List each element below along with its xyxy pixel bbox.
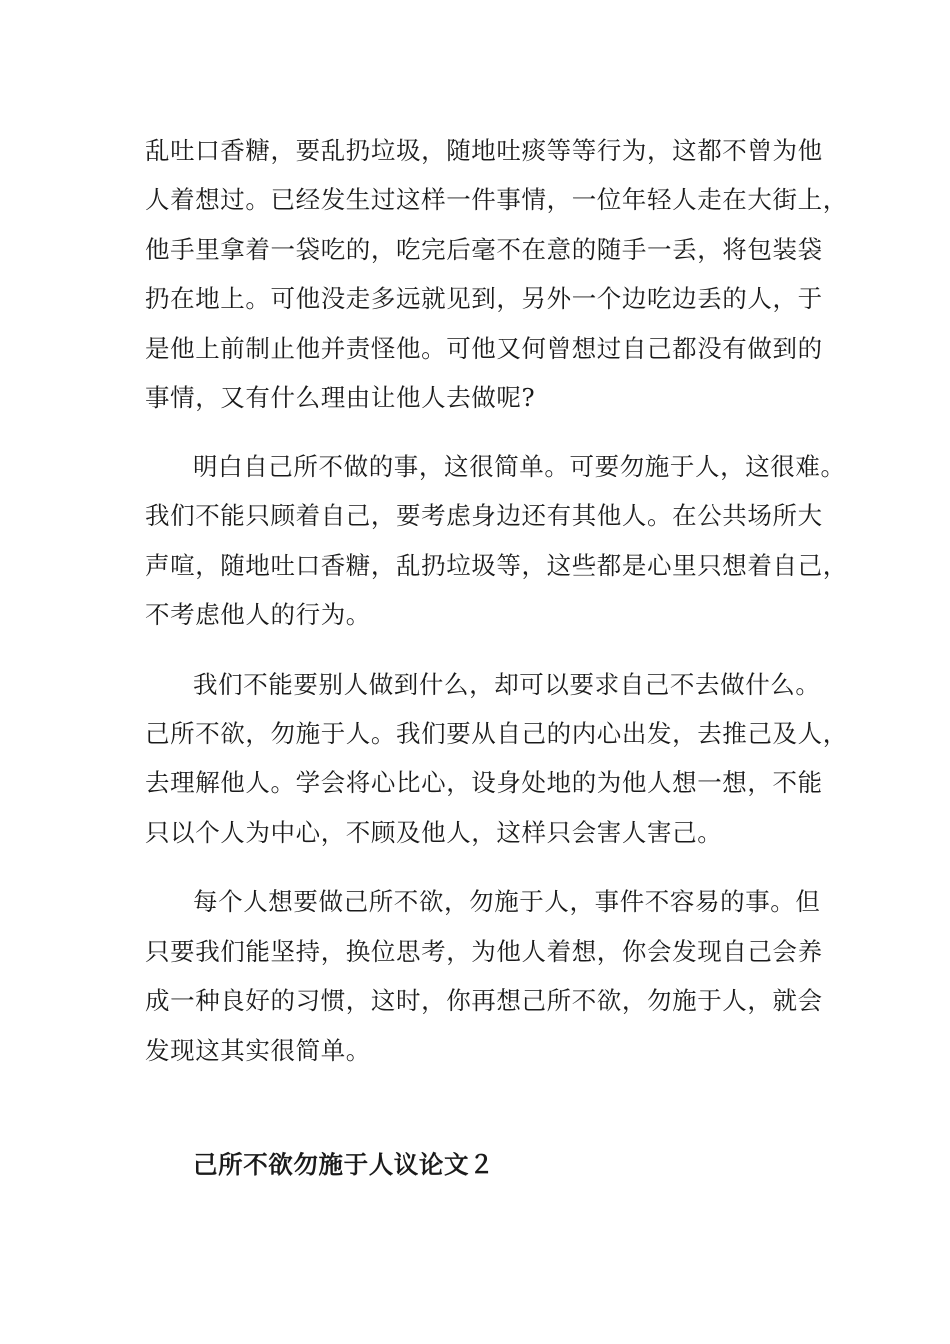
paragraph-4-line-4: 发现这其实很简单。 (145, 1036, 371, 1065)
paragraph-4-line-3: 成一种良好的习惯，这时，你再想己所不欲，勿施于人，就会 (145, 986, 823, 1015)
paragraph-1-line-5: 是他上前制止他并责怪他。可他又何曾想过自己都没有做到的 (145, 334, 823, 363)
paragraph-1-line-6: 事情，又有什么理由让他人去做呢? (145, 383, 536, 412)
paragraph-3-line-3: 去理解他人。学会将心比心，设身处地的为他人想一想，不能 (145, 768, 823, 797)
paragraph-1-line-1: 乱吐口香糖，要乱扔垃圾，随地吐痰等等行为，这都不曾为他 (145, 136, 823, 165)
paragraph-1-line-3: 他手里拿着一袋吃的，吃完后毫不在意的随手一丢，将包装袋 (145, 235, 823, 264)
paragraph-3-line-2: 己所不欲，勿施于人。我们要从自己的内心出发，去推己及人， (145, 719, 848, 748)
paragraph-3-line-4: 只以个人为中心，不顾及他人，这样只会害人害己。 (145, 818, 723, 847)
paragraph-2-line-2: 我们不能只顾着自己，要考虑身边还有其他人。在公共场所大 (145, 501, 823, 530)
paragraph-3-line-1: 我们不能要别人做到什么，却可以要求自己不去做什么。 (193, 670, 821, 699)
paragraph-1-line-4: 扔在地上。可他没走多远就见到，另外一个边吃边丢的人，于 (145, 284, 823, 313)
section-heading: 己所不欲勿施于人议论文２ (193, 1150, 495, 1179)
paragraph-4-line-1: 每个人想要做己所不欲，勿施于人，事件不容易的事。但 (193, 887, 821, 916)
paragraph-2-line-1: 明白自己所不做的事，这很简单。可要勿施于人，这很难。 (193, 452, 846, 481)
paragraph-2-line-4: 不考虑他人的行为。 (145, 600, 371, 629)
paragraph-4-line-2: 只要我们能坚持，换位思考，为他人着想，你会发现自己会养 (145, 937, 823, 966)
paragraph-1-line-2: 人着想过。已经发生过这样一件事情，一位年轻人走在大街上， (145, 185, 848, 214)
paragraph-2-line-3: 声喧，随地吐口香糖，乱扔垃圾等，这些都是心里只想着自己， (145, 551, 848, 580)
